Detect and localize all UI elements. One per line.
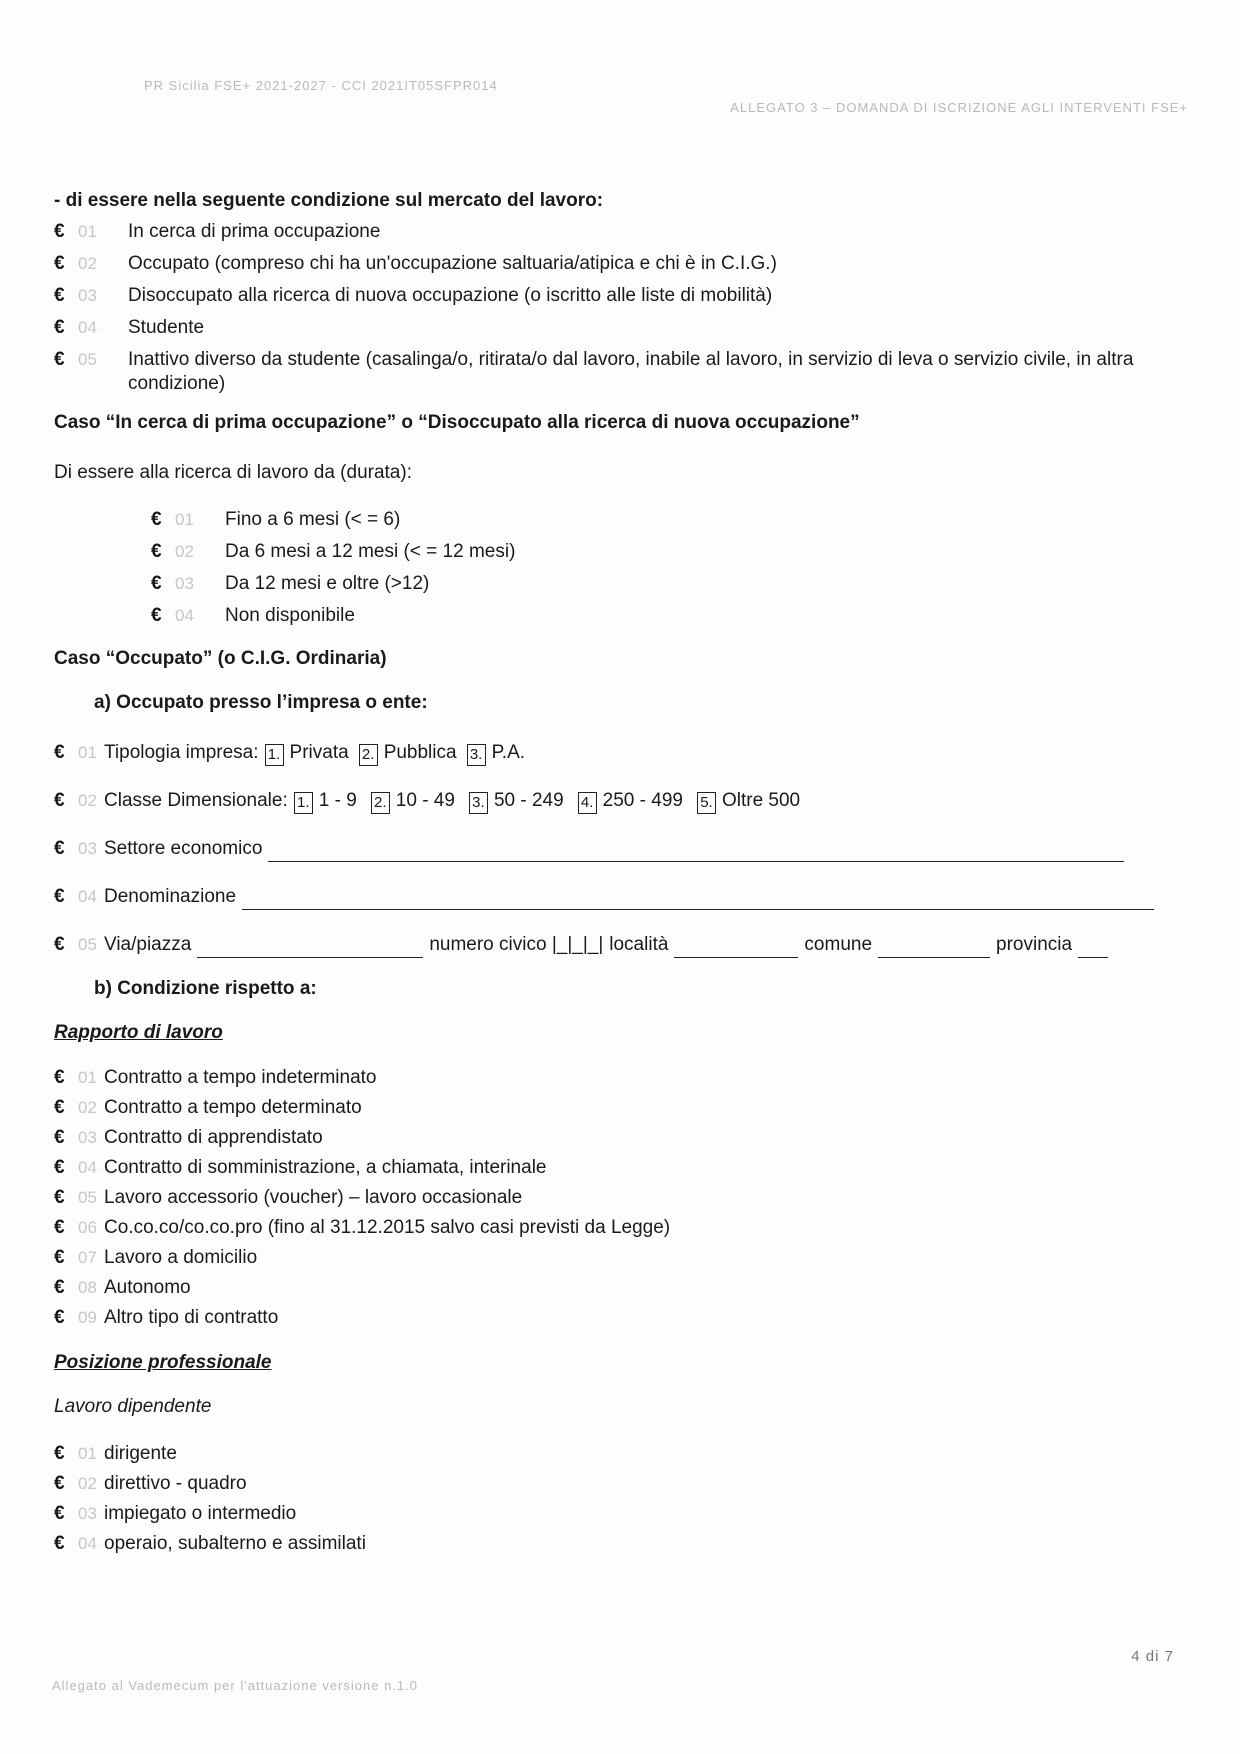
company-size-option: 1 - 9: [318, 790, 357, 811]
option-label: dirigente: [104, 1443, 177, 1464]
checkbox-icon[interactable]: €: [54, 934, 65, 955]
option-code: 04: [78, 1534, 97, 1553]
company-type-box-1[interactable]: 1.: [265, 744, 284, 766]
contract-option[interactable]: [54, 1306, 1184, 1330]
option-code: 01: [78, 1068, 97, 1087]
contract-option[interactable]: [54, 1276, 1184, 1300]
economic-sector-row: [54, 836, 1184, 862]
checkbox-icon[interactable]: €: [54, 1533, 65, 1554]
option-label: operaio, subalterno e assimilati: [104, 1533, 366, 1554]
checkbox-icon[interactable]: €: [54, 317, 65, 338]
company-size-box-1[interactable]: 1.: [294, 792, 313, 814]
option-label: Contratto a tempo indeterminato: [104, 1067, 377, 1088]
position-option[interactable]: [54, 1442, 1184, 1466]
option-code: 01: [175, 510, 194, 529]
option-code: 04: [78, 318, 97, 337]
option-label: In cerca di prima occupazione: [128, 221, 381, 242]
company-name-input[interactable]: [242, 887, 1154, 910]
checkbox-icon[interactable]: €: [151, 509, 162, 530]
market-option[interactable]: [54, 220, 1184, 244]
duration-option[interactable]: [151, 604, 1184, 628]
option-label: Contratto di apprendistato: [104, 1127, 323, 1148]
contract-option[interactable]: [54, 1186, 1184, 1210]
option-label: Autonomo: [104, 1277, 191, 1298]
checkbox-icon[interactable]: €: [54, 1067, 65, 1088]
option-label: Lavoro a domicilio: [104, 1247, 258, 1268]
option-code: 04: [78, 1158, 97, 1177]
employment-relationship-options: [54, 1066, 1184, 1330]
company-size-option: 250 - 499: [602, 790, 683, 811]
market-option[interactable]: [54, 348, 1184, 396]
checkbox-icon[interactable]: €: [54, 742, 65, 763]
option-label: Altro tipo di contratto: [104, 1307, 279, 1328]
company-type-option: Pubblica: [383, 742, 457, 763]
option-code: 09: [78, 1308, 97, 1327]
employed-case-heading: Caso “Occupato” (o C.I.G. Ordinaria): [54, 648, 387, 669]
company-type-row: [54, 740, 1184, 766]
checkbox-icon[interactable]: €: [54, 1443, 65, 1464]
contract-option[interactable]: [54, 1066, 1184, 1090]
duration-option[interactable]: [151, 540, 1184, 564]
checkbox-icon[interactable]: €: [54, 790, 65, 811]
company-size-box-3[interactable]: 3.: [469, 792, 488, 814]
municipality-input[interactable]: [878, 935, 990, 958]
checkbox-icon[interactable]: €: [54, 349, 65, 370]
province-label: provincia: [996, 934, 1073, 955]
option-code: 02: [78, 791, 97, 810]
checkbox-icon[interactable]: €: [151, 541, 162, 562]
option-code: 01: [78, 743, 97, 762]
market-condition-options: [54, 220, 1184, 396]
option-code: 03: [78, 286, 97, 305]
option-code: 05: [78, 1188, 97, 1207]
option-label: direttivo - quadro: [104, 1473, 247, 1494]
page-number: 4 di 7: [1131, 1648, 1174, 1665]
company-type-label: Tipologia impresa:: [104, 742, 259, 763]
duration-option[interactable]: [151, 508, 1184, 532]
checkbox-icon[interactable]: €: [54, 1247, 65, 1268]
option-code: 05: [78, 935, 97, 954]
company-type-box-3[interactable]: 3.: [467, 744, 486, 766]
option-code: 03: [175, 574, 194, 593]
market-option[interactable]: [54, 284, 1184, 308]
company-size-box-2[interactable]: 2.: [371, 792, 390, 814]
job-search-duration-prompt: Di essere alla ricerca di lavoro da (durata):: [54, 462, 412, 483]
option-label: Da 12 mesi e oltre (>12): [225, 573, 430, 594]
company-size-option: 50 - 249: [493, 790, 564, 811]
option-code: 03: [78, 1128, 97, 1147]
checkbox-icon[interactable]: €: [54, 1157, 65, 1178]
professional-position-options: [54, 1442, 1184, 1556]
company-address-row: [54, 932, 1184, 958]
company-name-row: [54, 884, 1184, 910]
section-a-heading: a) Occupato presso l’impresa o ente:: [94, 692, 428, 713]
professional-position-heading: Posizione professionale: [54, 1352, 272, 1373]
option-code: 02: [78, 1098, 97, 1117]
section-b-heading: b) Condizione rispetto a:: [94, 978, 317, 999]
street-input[interactable]: [197, 935, 423, 958]
checkbox-icon[interactable]: €: [54, 1127, 65, 1148]
option-code: 04: [175, 606, 194, 625]
option-code: 01: [78, 222, 97, 241]
option-code: 04: [78, 887, 97, 906]
option-label: Studente: [128, 317, 205, 338]
checkbox-icon[interactable]: €: [54, 1473, 65, 1494]
company-type-option: Privata: [289, 742, 349, 763]
street-number-field[interactable]: numero civico |_|_|_|: [429, 934, 604, 955]
company-type-box-2[interactable]: 2.: [359, 744, 378, 766]
company-size-box-4[interactable]: 4.: [578, 792, 597, 814]
position-option[interactable]: [54, 1532, 1184, 1556]
locality-input[interactable]: [674, 935, 798, 958]
checkbox-icon[interactable]: €: [54, 1217, 65, 1238]
form-content: [54, 186, 1184, 1562]
contract-option[interactable]: [54, 1126, 1184, 1150]
option-label: Non disponibile: [225, 605, 355, 626]
option-code: 02: [175, 542, 194, 561]
unemployed-case-heading: Caso “In cerca di prima occupazione” o “Disoccupato alla ricerca di nuova occupazione”: [54, 412, 860, 433]
municipality-label: comune: [804, 934, 873, 955]
header-program-code: PR Sicilia FSE+ 2021-2027 - CCI 2021IT05SFPR014: [144, 78, 498, 93]
checkbox-icon[interactable]: €: [54, 886, 65, 907]
option-label: Contratto di somministrazione, a chiamata, interinale: [104, 1157, 547, 1178]
option-code: 02: [78, 1474, 97, 1493]
checkbox-icon[interactable]: €: [54, 1187, 65, 1208]
option-label: Inattivo diverso da studente (casalinga/o, ritirata/o dal lavoro, inabile al lavoro, in servizio di leva o servizio civile, in altra condizione): [128, 349, 1134, 394]
market-condition-heading: - di essere nella seguente condizione sul mercato del lavoro:: [54, 190, 604, 211]
economic-sector-label: Settore economico: [104, 838, 263, 859]
position-option[interactable]: [54, 1472, 1184, 1496]
contract-option[interactable]: [54, 1156, 1184, 1180]
option-label: Da 6 mesi a 12 mesi (< = 12 mesi): [225, 541, 516, 562]
option-code: 03: [78, 1504, 97, 1523]
company-type-option: P.A.: [491, 742, 526, 763]
option-label: Fino a 6 mesi (< = 6): [225, 509, 401, 530]
company-size-option: 10 - 49: [395, 790, 455, 811]
contract-option[interactable]: [54, 1246, 1184, 1270]
checkbox-icon[interactable]: €: [54, 838, 65, 859]
market-option[interactable]: [54, 316, 1184, 340]
checkbox-icon[interactable]: €: [54, 1277, 65, 1298]
checkbox-icon[interactable]: €: [54, 1307, 65, 1328]
option-code: 05: [78, 350, 97, 369]
option-code: 02: [78, 254, 97, 273]
checkbox-icon[interactable]: €: [54, 221, 65, 242]
option-label: Contratto a tempo determinato: [104, 1097, 362, 1118]
market-option[interactable]: [54, 252, 1184, 276]
employer-fields: [54, 740, 1184, 958]
option-code: 07: [78, 1248, 97, 1267]
company-size-box-5[interactable]: 5.: [697, 792, 716, 814]
option-label: Occupato (compreso chi ha un'occupazione saltuaria/atipica e chi è in C.I.G.): [128, 253, 777, 274]
contract-option[interactable]: [54, 1216, 1184, 1240]
employee-work-subheading: Lavoro dipendente: [54, 1396, 212, 1417]
company-size-label: Classe Dimensionale:: [104, 790, 288, 811]
option-label: Co.co.co/co.co.pro (fino al 31.12.2015 salvo casi previsti da Legge): [104, 1217, 671, 1238]
checkbox-icon[interactable]: €: [151, 605, 162, 626]
option-code: 01: [78, 1444, 97, 1463]
checkbox-icon[interactable]: €: [151, 573, 162, 594]
option-code: 08: [78, 1278, 97, 1297]
employment-relationship-heading: Rapporto di lavoro: [54, 1022, 223, 1043]
position-option[interactable]: [54, 1502, 1184, 1526]
option-code: 03: [78, 839, 97, 858]
company-size-option: Oltre 500: [721, 790, 801, 811]
option-label: Disoccupato alla ricerca di nuova occupazione (o iscritto alle liste di mobilità): [128, 285, 773, 306]
option-label: Lavoro accessorio (voucher) – lavoro occasionale: [104, 1187, 523, 1208]
option-label: impiegato o intermedio: [104, 1503, 297, 1524]
street-label: Via/piazza: [104, 934, 192, 955]
contract-option[interactable]: [54, 1096, 1184, 1120]
checkbox-icon[interactable]: €: [54, 285, 65, 306]
header-annex-title: ALLEGATO 3 – DOMANDA DI ISCRIZIONE AGLI INTERVENTI FSE+: [730, 100, 1188, 115]
economic-sector-input[interactable]: [268, 839, 1124, 862]
checkbox-icon[interactable]: €: [54, 1503, 65, 1524]
company-size-row: [54, 788, 1184, 814]
job-search-duration-options: [151, 508, 1184, 628]
province-input[interactable]: [1078, 935, 1108, 958]
footer-note: Allegato al Vademecum per l'attuazione versione n.1.0: [52, 1678, 418, 1693]
duration-option[interactable]: [151, 572, 1184, 596]
option-code: 06: [78, 1218, 97, 1237]
locality-label: località: [609, 934, 669, 955]
company-name-label: Denominazione: [104, 886, 237, 907]
checkbox-icon[interactable]: €: [54, 1097, 65, 1118]
checkbox-icon[interactable]: €: [54, 253, 65, 274]
